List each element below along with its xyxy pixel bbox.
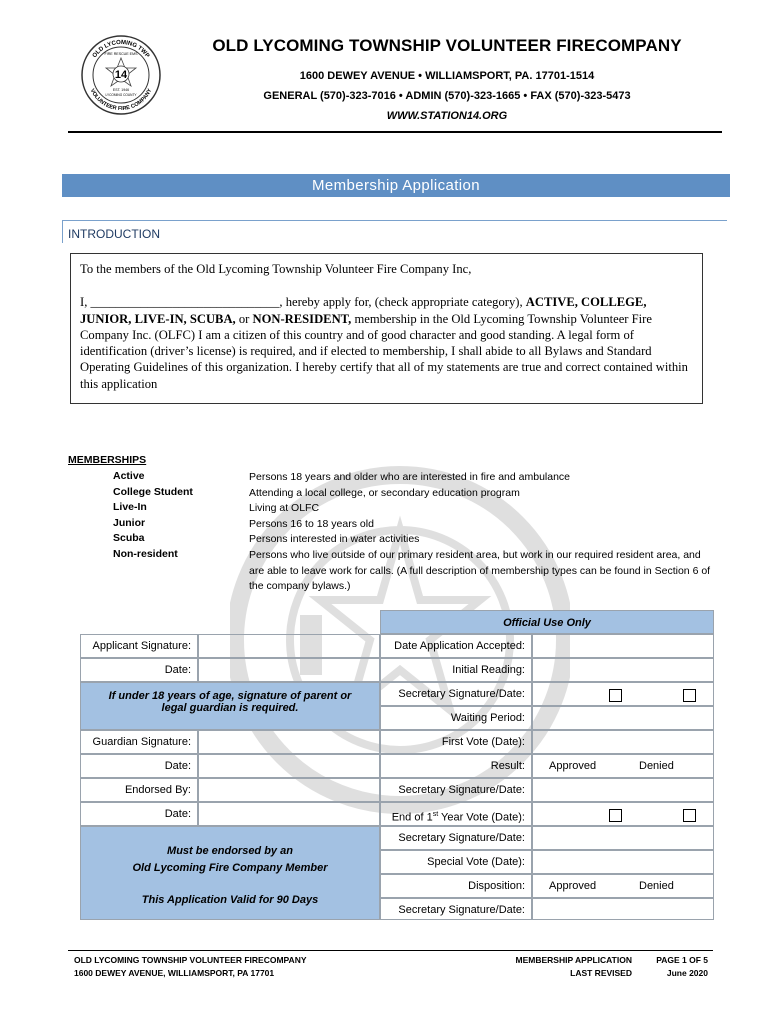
logo-number: 14 [114,69,128,81]
form-title-banner: Membership Application [62,174,730,197]
intro-greeting: To the members of the Old Lycoming Township Volunteer Fire Company Inc, [80,262,472,276]
initial-reading-field[interactable] [532,658,714,682]
endorsed-date-label: Date: [80,802,198,826]
secretary-signature-label: Secretary Signature/Date: [380,826,532,850]
secretary-signature-label: Secretary Signature/Date: [380,778,532,802]
date-accepted-label: Date Application Accepted: [380,634,532,658]
checkbox[interactable] [609,689,622,702]
applicant-signature-field[interactable] [198,634,380,658]
initial-reading-label: Initial Reading: [380,658,532,682]
membership-description: Persons interested in water activities [249,533,420,545]
membership-type: College Student [113,486,193,498]
fire-company-logo [80,34,162,116]
endorse-note-line1: Must be endorsed by an [167,845,293,857]
result-label: Result: [380,754,532,778]
intro-categories: ACTIVE, COLLEGE, JUNIOR, LIVE-IN, SCUBA, [80,295,647,326]
membership-type: Active [113,470,145,482]
disposition-denied-option[interactable]: Denied [639,880,674,892]
waiting-period-label: Waiting Period: [380,706,532,730]
official-use-header: Official Use Only [380,610,714,634]
logo-est-text: EST. 1946 [112,88,130,92]
result-denied-option[interactable]: Denied [639,760,674,772]
intro-or: or [235,311,253,326]
membership-description: Persons who live outside of our primary resident area, but work in our required resident area, and are able to leave work for calls. (A full description of membership types can be found in Section 6 of the company bylaws.) [249,549,711,593]
membership-type: Scuba [113,532,145,544]
end-year-text-rest: Year Vote (Date): [438,811,525,824]
logo-county-text: LYCOMING COUNTY [105,93,137,97]
waiting-period-field[interactable] [532,706,714,730]
valid-note: This Application Valid for 90 Days [141,894,319,906]
footer-revised-date: June 2020 [666,968,708,978]
membership-type: Non-resident [113,548,178,560]
special-vote-label: Special Vote (Date): [380,850,532,874]
checkbox[interactable] [683,689,696,702]
applicant-date-label: Date: [80,658,198,682]
secretary-signature-field[interactable] [532,826,714,850]
footer-doc-title: MEMBERSHIP APPLICATION [515,955,632,965]
introduction-box [70,253,703,404]
membership-description: Living at OLFC [249,502,320,514]
special-vote-field[interactable] [532,850,714,874]
footer-revised-label: LAST REVISED [570,968,632,978]
company-website: WWW.STATION14.ORG [386,110,508,122]
secretary-signature-label: Secretary Signature/Date: [380,682,532,706]
endorsement-note-box [80,826,380,920]
end-first-year-vote-field[interactable] [532,802,714,826]
footer-divider [68,950,713,951]
secretary-signature-field[interactable] [532,898,714,920]
endorsed-date-field[interactable] [198,802,380,826]
company-phones: GENERAL (570)-323-7016 • ADMIN (570)-323-1665 • FAX (570)-323-5473 [263,90,631,102]
footer-page-number: PAGE 1 OF 5 [656,955,708,965]
endorse-note-line2: Old Lycoming Fire Company Member [132,862,328,874]
guardian-signature-label: Guardian Signature: [80,730,198,754]
guardian-date-label: Date: [80,754,198,778]
intro-nonresident: NON-RESIDENT, [252,311,352,326]
checkbox[interactable] [683,809,696,822]
footer-org: OLD LYCOMING TOWNSHIP VOLUNTEER FIRECOMPANY [74,955,307,965]
intro-statement-start: I, ______________________________, hereby apply for, (check appropriate category), [80,295,526,310]
secretary-signature-label: Secretary Signature/Date: [380,898,532,920]
guardian-date-field[interactable] [198,754,380,778]
logo-bottom-text: VOLUNTEER FIRE COMPANY [88,87,154,113]
end-first-year-vote-label [380,802,532,826]
applicant-signature-label: Applicant Signature: [80,634,198,658]
logo-top-text: OLD LYCOMING TWP [91,39,151,60]
end-year-text: End of 1 [391,811,433,824]
result-field [532,754,714,778]
membership-description: Persons 16 to 18 years old [249,518,374,530]
header-divider [68,131,722,133]
guardian-signature-field[interactable] [198,730,380,754]
company-title: OLD LYCOMING TOWNSHIP VOLUNTEER FIRECOMPANY [212,36,682,55]
under-18-note: If under 18 years of age, signature of parent or legal guardian is required. [80,682,380,730]
intro-statement-rest: membership in the Old Lycoming Township Volunteer Fire Company Inc. (OLFC) I am a citizen of this country and of good character and good standing. A legal form of identification (driver’s license) is required, and if elected to membership, I shall abide to all Bylaws and Standard Operating Guidelines of this organization. I hereby certify that all of my statements are true and correct contained within this application [80,311,688,391]
memberships-title: MEMBERSHIPS [68,454,147,466]
introduction-heading: INTRODUCTION [62,220,727,243]
date-accepted-field[interactable] [532,634,714,658]
secretary-signature-field[interactable] [532,682,714,706]
footer-address: 1600 DEWEY AVENUE, WILLIAMSPORT, PA 17701 [74,968,275,978]
result-approved-option[interactable]: Approved [549,760,597,772]
company-address: 1600 DEWEY AVENUE • WILLIAMSPORT, PA. 17701-1514 [299,70,595,82]
membership-type: Junior [113,517,146,529]
applicant-date-field[interactable] [198,658,380,682]
checkbox[interactable] [609,809,622,822]
membership-type: Live-In [113,501,147,513]
endorsed-by-field[interactable] [198,778,380,802]
secretary-signature-field[interactable] [532,778,714,802]
first-vote-label: First Vote (Date): [380,730,532,754]
endorsed-by-label: Endorsed By: [80,778,198,802]
disposition-label: Disposition: [380,874,532,898]
disposition-field [532,874,714,898]
first-vote-field[interactable] [532,730,714,754]
membership-description: Persons 18 years and older who are interested in fire and ambulance [249,471,571,483]
logo-sub-text: FIRE RESCUE EMS [104,52,138,56]
membership-description: Attending a local college, or secondary education program [249,487,520,499]
disposition-approved-option[interactable]: Approved [549,880,597,892]
end-year-superscript: st [432,811,439,818]
intro-statement [80,294,693,392]
